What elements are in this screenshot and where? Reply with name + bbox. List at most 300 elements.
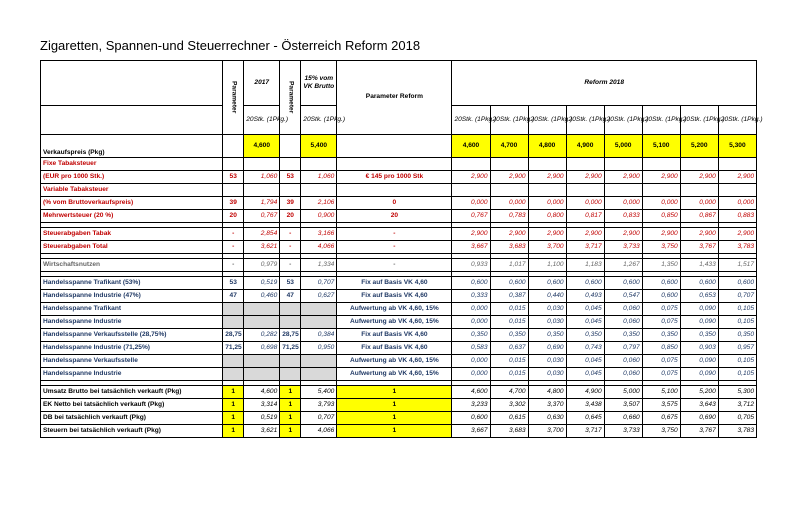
reform-value-cell: 0,105 <box>718 316 756 329</box>
reform-value-cell: 0,600 <box>452 277 490 290</box>
param-reform-cell: - <box>337 241 452 254</box>
pkg-unit-reform: 20Stk. (1Pkg.) <box>490 106 528 135</box>
reform-value-cell: 2,900 <box>566 171 604 184</box>
param-reform-cell: Aufwertung ab VK 4,60, 15% <box>337 303 452 316</box>
reform-value-cell: 0,060 <box>604 303 642 316</box>
row-label: Steuerabgaben Tabak <box>41 228 223 241</box>
reform-value-cell: 3,712 <box>718 399 756 412</box>
value-15pct-cell: 0,627 <box>301 290 337 303</box>
value-15pct-cell: 1,060 <box>301 171 337 184</box>
reform-value-cell: 0,350 <box>604 329 642 342</box>
reform-value-cell: 2,900 <box>642 171 680 184</box>
reform-value-cell: 0,600 <box>566 277 604 290</box>
reform-value-cell: 0,933 <box>452 259 490 272</box>
row-label: Handelsspanne Verkaufsstelle (28,75%) <box>41 329 223 342</box>
param-reform-cell <box>337 184 452 197</box>
param-reform-cell: Fix auf Basis VK 4,60 <box>337 329 452 342</box>
row-label: (% vom Bruttoverkaufspreis) <box>41 197 223 210</box>
reform-value-cell: 0,707 <box>718 290 756 303</box>
table-row <box>41 259 757 272</box>
reform-value-cell: 0,000 <box>642 197 680 210</box>
reform-value-cell: 4,700 <box>490 386 528 399</box>
reform-value-cell <box>528 158 566 171</box>
table-row <box>41 342 757 355</box>
reform-value-cell: 0,075 <box>642 316 680 329</box>
reform-value-cell: 0,030 <box>528 368 566 381</box>
reform-value-cell <box>718 158 756 171</box>
reform-value-cell: 0,090 <box>680 368 718 381</box>
reform-value-cell: 1,433 <box>680 259 718 272</box>
reform-value-cell: 3,783 <box>718 241 756 254</box>
param-2017-cell: 1 <box>223 399 244 412</box>
reform-value-cell: 0,333 <box>452 290 490 303</box>
reform-value-cell: 2,900 <box>452 228 490 241</box>
reform-value-cell: 3,783 <box>718 425 756 438</box>
reform-value-cell: 0,743 <box>566 342 604 355</box>
reform-value-cell: 5,300 <box>718 386 756 399</box>
row-label: Handelsspanne Industrie (71,25%) <box>41 342 223 355</box>
param-15pct-cell: 28,75 <box>280 329 301 342</box>
table-row <box>41 228 757 241</box>
pkg-unit-reform: 20Stk. (1Pkg.) <box>680 106 718 135</box>
row-label: Handelsspanne Trafikant (53%) <box>41 277 223 290</box>
reform-value-cell <box>490 184 528 197</box>
reform-value-cell: 0,060 <box>604 316 642 329</box>
table-row <box>41 290 757 303</box>
table-row <box>41 158 757 171</box>
value-15pct-cell <box>301 158 337 171</box>
param-reform-cell: Aufwertung ab VK 4,60, 15% <box>337 355 452 368</box>
reform-value-cell: 0,090 <box>680 303 718 316</box>
vk-reform-value: 4,700 <box>490 135 528 158</box>
reform-value-cell: 3,667 <box>452 425 490 438</box>
row-label: DB bei tatsächlich verkauft (Pkg) <box>41 412 223 425</box>
pkg-unit-reform: 20Stk. (1Pkg.) <box>528 106 566 135</box>
value-2017-cell: 0,698 <box>244 342 280 355</box>
reform-value-cell: 0,350 <box>566 329 604 342</box>
param-2017-cell <box>223 355 244 368</box>
value-15pct-cell: 4,066 <box>301 425 337 438</box>
row-label: Umsatz Brutto bei tatsächlich verkauft (Pkg) <box>41 386 223 399</box>
row-label: EK Netto bei tatsächlich verkauft (Pkg) <box>41 399 223 412</box>
reform-value-cell: 2,900 <box>718 171 756 184</box>
pkg-unit-reform: 20Stk. (1Pkg.) <box>642 106 680 135</box>
reform-value-cell: 1,183 <box>566 259 604 272</box>
row-label: Handelsspanne Verkaufsstelle <box>41 355 223 368</box>
reform-value-cell: 4,600 <box>452 386 490 399</box>
reform-value-cell: 0,883 <box>718 210 756 223</box>
table-row <box>41 425 757 438</box>
reform-value-cell <box>642 158 680 171</box>
param-reform-cell: 0 <box>337 197 452 210</box>
value-15pct-cell: 4,066 <box>301 241 337 254</box>
reform-value-cell: 2,900 <box>642 228 680 241</box>
year-2017-header: 2017 <box>244 61 280 106</box>
reform-value-cell: 0,705 <box>718 412 756 425</box>
table-row <box>41 316 757 329</box>
reform-value-cell: 1,350 <box>642 259 680 272</box>
reform-value-cell: 0,783 <box>490 210 528 223</box>
reform-value-cell: 0,105 <box>718 355 756 368</box>
param-15pct-cell <box>280 355 301 368</box>
reform-value-cell: 0,600 <box>642 290 680 303</box>
pkg-unit-15pct: 20Stk. (1Pkg.) <box>301 106 337 135</box>
param-2017-cell: - <box>223 241 244 254</box>
reform-value-cell: 0,045 <box>566 355 604 368</box>
reform-value-cell <box>604 158 642 171</box>
value-2017-cell <box>244 368 280 381</box>
reform-value-cell: 1,267 <box>604 259 642 272</box>
vk-param-blank <box>280 135 301 158</box>
row-label: Fixe Tabaksteuer <box>41 158 223 171</box>
value-2017-cell: 0,519 <box>244 412 280 425</box>
reform-value-cell: 0,817 <box>566 210 604 223</box>
reform-value-cell: 0,850 <box>642 210 680 223</box>
reform-value-cell: 0,015 <box>490 355 528 368</box>
vk-param-reform-blank <box>337 135 452 158</box>
reform-value-cell: 0,690 <box>680 412 718 425</box>
reform-value-cell: 0,060 <box>604 368 642 381</box>
param-2017-cell <box>223 184 244 197</box>
pkg-unit-2017: 20Stk. (1Pkg.) <box>244 106 280 135</box>
reform-value-cell: 2,900 <box>490 228 528 241</box>
reform-value-cell: 0,015 <box>490 303 528 316</box>
reform-value-cell: 3,233 <box>452 399 490 412</box>
table-row <box>41 277 757 290</box>
reform-value-cell: 3,438 <box>566 399 604 412</box>
vk-15pct-value: 5,400 <box>301 135 337 158</box>
reform-value-cell: 2,900 <box>604 171 642 184</box>
value-2017-cell: 2,854 <box>244 228 280 241</box>
param-reform-cell: 20 <box>337 210 452 223</box>
table-row <box>41 303 757 316</box>
param-15pct-cell <box>280 316 301 329</box>
reform-value-cell <box>490 158 528 171</box>
param-2017-cell <box>223 158 244 171</box>
reform-value-cell: 0,645 <box>566 412 604 425</box>
calculator-table <box>40 60 763 438</box>
value-15pct-cell: 2,106 <box>301 197 337 210</box>
reform-value-cell: 0,600 <box>490 277 528 290</box>
param-2017-cell: 20 <box>223 210 244 223</box>
reform-value-cell: 0,350 <box>642 329 680 342</box>
reform-value-cell: 0,547 <box>604 290 642 303</box>
value-15pct-cell: 0,707 <box>301 412 337 425</box>
value-2017-cell <box>244 184 280 197</box>
reform-value-cell <box>528 184 566 197</box>
param-15pct-cell: 53 <box>280 277 301 290</box>
reform-value-cell: 3,683 <box>490 425 528 438</box>
reform-value-cell: 0,833 <box>604 210 642 223</box>
param-reform-cell: Fix auf Basis VK 4,60 <box>337 342 452 355</box>
reform-value-cell: 2,900 <box>604 228 642 241</box>
reform-value-cell: 0,797 <box>604 342 642 355</box>
row-label: Mehrwertsteuer (20 %) <box>41 210 223 223</box>
param-2017-cell: 1 <box>223 425 244 438</box>
param-reform-cell: 1 <box>337 425 452 438</box>
table-row <box>41 241 757 254</box>
reform-value-cell: 0,075 <box>642 355 680 368</box>
vk-reform-value: 4,900 <box>566 135 604 158</box>
reform-value-cell: 0,000 <box>452 368 490 381</box>
param-15pct-cell: 53 <box>280 171 301 184</box>
reform-value-cell: 0,350 <box>680 329 718 342</box>
reform-value-cell: 0,600 <box>718 277 756 290</box>
reform-value-cell: 0,690 <box>528 342 566 355</box>
reform-value-cell: 0,105 <box>718 368 756 381</box>
vk-2017-value: 4,600 <box>244 135 280 158</box>
reform-value-cell <box>680 158 718 171</box>
param-15pct-cell: 39 <box>280 197 301 210</box>
pkg-unit-reform: 20Stk. (1Pkg.) <box>718 106 756 135</box>
param-2017-cell: 47 <box>223 290 244 303</box>
table-row <box>41 368 757 381</box>
reform-value-cell <box>642 184 680 197</box>
reform-value-cell <box>680 184 718 197</box>
pkg-unit-reform: 20Stk. (1Pkg.) <box>604 106 642 135</box>
value-2017-cell: 1,060 <box>244 171 280 184</box>
reform-value-cell: 0,350 <box>718 329 756 342</box>
reform-value-cell: 3,733 <box>604 241 642 254</box>
table-row <box>41 355 757 368</box>
reform-value-cell: 3,700 <box>528 425 566 438</box>
reform-value-cell: 3,750 <box>642 241 680 254</box>
reform-value-cell: 3,643 <box>680 399 718 412</box>
pkg-unit-reform: 20Stk. (1Pkg.) <box>452 106 490 135</box>
table-row <box>41 329 757 342</box>
reform-value-cell: 0,583 <box>452 342 490 355</box>
value-2017-cell: 3,621 <box>244 241 280 254</box>
value-2017-cell: 0,519 <box>244 277 280 290</box>
value-15pct-cell <box>301 316 337 329</box>
reform-value-cell: 0,350 <box>528 329 566 342</box>
value-15pct-cell <box>301 184 337 197</box>
reform-value-cell: 2,900 <box>528 171 566 184</box>
pkg-unit-reform: 20Stk. (1Pkg.) <box>566 106 604 135</box>
param-15pct-cell <box>280 158 301 171</box>
reform-value-cell: 0,030 <box>528 316 566 329</box>
param-15pct-cell: 1 <box>280 386 301 399</box>
value-2017-cell: 3,621 <box>244 425 280 438</box>
reform-value-cell: 0,440 <box>528 290 566 303</box>
reform-value-cell: 0,615 <box>490 412 528 425</box>
value-2017-cell: 0,979 <box>244 259 280 272</box>
value-2017-cell: 0,282 <box>244 329 280 342</box>
header-blank <box>41 61 223 106</box>
reform-value-cell: 2,900 <box>566 228 604 241</box>
value-15pct-cell: 3,793 <box>301 399 337 412</box>
reform-value-cell <box>604 184 642 197</box>
row-label: (EUR pro 1000 Stk.) <box>41 171 223 184</box>
reform-value-cell: 5,200 <box>680 386 718 399</box>
param-reform-cell: € 145 pro 1000 Stk <box>337 171 452 184</box>
reform-value-cell: 0,000 <box>528 197 566 210</box>
parameter-2017-header: Parameter <box>223 61 244 135</box>
reform-value-cell: 0,000 <box>604 197 642 210</box>
table-row <box>41 386 757 399</box>
param-15pct-cell: 1 <box>280 425 301 438</box>
reform-value-cell: 0,000 <box>452 355 490 368</box>
reform-value-cell <box>452 158 490 171</box>
parameter-15pct-header: Parameter <box>280 61 301 135</box>
reform-value-cell: 0,350 <box>452 329 490 342</box>
vk-reform-value: 5,300 <box>718 135 756 158</box>
table-row <box>41 399 757 412</box>
reform-value-cell: 0,600 <box>642 277 680 290</box>
reform-value-cell: 0,015 <box>490 316 528 329</box>
reform-value-cell: 0,600 <box>604 277 642 290</box>
vk-reform-value: 5,000 <box>604 135 642 158</box>
reform-value-cell: 0,045 <box>566 303 604 316</box>
reform-value-cell: 2,900 <box>490 171 528 184</box>
reform-value-cell: 0,000 <box>452 303 490 316</box>
value-2017-cell <box>244 158 280 171</box>
value-2017-cell: 0,460 <box>244 290 280 303</box>
reform-value-cell: 0,030 <box>528 303 566 316</box>
reform-value-cell: 0,600 <box>452 412 490 425</box>
param-reform-cell: Fix auf Basis VK 4,60 <box>337 277 452 290</box>
value-15pct-cell <box>301 368 337 381</box>
reform-value-cell: 1,100 <box>528 259 566 272</box>
param-2017-cell: - <box>223 228 244 241</box>
value-2017-cell <box>244 316 280 329</box>
reform-value-cell: 3,683 <box>490 241 528 254</box>
reform-value-cell: 3,717 <box>566 425 604 438</box>
vk-param-blank <box>223 135 244 158</box>
reform-value-cell: 0,060 <box>604 355 642 368</box>
reform-value-cell: 0,800 <box>528 210 566 223</box>
param-reform-cell: 1 <box>337 412 452 425</box>
row-label: Steuern bei tatsächlich verkauft (Pkg) <box>41 425 223 438</box>
reform-value-cell: 3,370 <box>528 399 566 412</box>
reform-value-cell: 0,660 <box>604 412 642 425</box>
reform-value-cell: 0,957 <box>718 342 756 355</box>
value-15pct-cell: 0,384 <box>301 329 337 342</box>
row-label: Wirtschaftsnutzen <box>41 259 223 272</box>
value-15pct-cell: 1,334 <box>301 259 337 272</box>
reform-value-cell: 0,000 <box>452 316 490 329</box>
reform-value-cell: 0,675 <box>642 412 680 425</box>
param-2017-cell: 1 <box>223 412 244 425</box>
reform-value-cell: 0,903 <box>680 342 718 355</box>
value-2017-cell: 4,600 <box>244 386 280 399</box>
value-2017-cell <box>244 355 280 368</box>
reform-value-cell: 2,900 <box>452 171 490 184</box>
param-15pct-cell: - <box>280 241 301 254</box>
reform-value-cell: 0,000 <box>452 197 490 210</box>
reform-2018-title: Reform 2018 <box>452 61 757 106</box>
param-reform-cell: 1 <box>337 386 452 399</box>
param-15pct-cell: 1 <box>280 399 301 412</box>
param-reform-cell: Fix auf Basis VK 4,60 <box>337 290 452 303</box>
table-row <box>41 197 757 210</box>
reform-value-cell: 0,105 <box>718 303 756 316</box>
reform-value-cell <box>566 184 604 197</box>
reform-value-cell: 3,507 <box>604 399 642 412</box>
param-2017-cell: 39 <box>223 197 244 210</box>
value-15pct-cell: 0,950 <box>301 342 337 355</box>
reform-value-cell: 0,045 <box>566 316 604 329</box>
param-15pct-cell <box>280 368 301 381</box>
table-row <box>41 184 757 197</box>
reform-value-cell: 1,517 <box>718 259 756 272</box>
verkaufspreis-label: Verkaufspreis (Pkg) <box>41 135 223 158</box>
value-2017-cell: 1,794 <box>244 197 280 210</box>
row-label: Variable Tabaksteuer <box>41 184 223 197</box>
reform-value-cell: 0,075 <box>642 303 680 316</box>
reform-value-cell: 0,630 <box>528 412 566 425</box>
param-reform-cell: - <box>337 228 452 241</box>
param-2017-cell: 71,25 <box>223 342 244 355</box>
reform-value-cell: 3,302 <box>490 399 528 412</box>
reform-value-cell: 2,900 <box>680 171 718 184</box>
reform-value-cell: 0,350 <box>490 329 528 342</box>
reform-value-cell: 0,045 <box>566 368 604 381</box>
reform-value-cell: 5,100 <box>642 386 680 399</box>
param-15pct-cell: - <box>280 259 301 272</box>
param-reform-cell <box>337 158 452 171</box>
row-label: Handelsspanne Industrie (47%) <box>41 290 223 303</box>
row-label: Handelsspanne Industrie <box>41 316 223 329</box>
reform-value-cell: 0,767 <box>452 210 490 223</box>
reform-value-cell: 3,767 <box>680 241 718 254</box>
value-2017-cell <box>244 303 280 316</box>
value-15pct-cell: 0,900 <box>301 210 337 223</box>
param-15pct-cell: 1 <box>280 412 301 425</box>
reform-value-cell <box>566 158 604 171</box>
reform-value-cell: 0,000 <box>718 197 756 210</box>
param-2017-cell: 53 <box>223 277 244 290</box>
param-reform-cell: 1 <box>337 399 452 412</box>
pct-vk-header: 15% vom VK Brutto <box>301 61 337 106</box>
reform-value-cell: 3,767 <box>680 425 718 438</box>
value-15pct-cell: 0,707 <box>301 277 337 290</box>
param-2017-cell <box>223 316 244 329</box>
row-label: Handelsspanne Industrie <box>41 368 223 381</box>
param-15pct-cell <box>280 303 301 316</box>
reform-value-cell: 0,030 <box>528 355 566 368</box>
value-15pct-cell <box>301 303 337 316</box>
reform-value-cell: 0,000 <box>566 197 604 210</box>
param-reform-cell: Aufwertung ab VK 4,60, 15% <box>337 368 452 381</box>
reform-value-cell: 2,900 <box>718 228 756 241</box>
reform-value-cell: 4,800 <box>528 386 566 399</box>
vk-reform-value: 5,200 <box>680 135 718 158</box>
reform-value-cell: 0,600 <box>528 277 566 290</box>
reform-value-cell: 0,090 <box>680 355 718 368</box>
reform-value-cell: 3,575 <box>642 399 680 412</box>
param-15pct-cell <box>280 184 301 197</box>
row-label: Steuerabgaben Total <box>41 241 223 254</box>
reform-value-cell: 0,090 <box>680 316 718 329</box>
reform-value-cell: 0,653 <box>680 290 718 303</box>
row-label: Handelsspanne Trafikant <box>41 303 223 316</box>
param-reform-cell: Aufwertung ab VK 4,60, 15% <box>337 316 452 329</box>
reform-value-cell: 3,717 <box>566 241 604 254</box>
reform-value-cell: 0,600 <box>680 277 718 290</box>
vk-reform-value: 4,800 <box>528 135 566 158</box>
reform-value-cell: 5,000 <box>604 386 642 399</box>
param-2017-cell: 53 <box>223 171 244 184</box>
reform-value-cell: 2,900 <box>680 228 718 241</box>
value-15pct-cell <box>301 355 337 368</box>
reform-value-cell <box>452 184 490 197</box>
param-15pct-cell: - <box>280 228 301 241</box>
reform-value-cell: 0,493 <box>566 290 604 303</box>
reform-value-cell: 2,900 <box>528 228 566 241</box>
reform-value-cell: 0,015 <box>490 368 528 381</box>
reform-value-cell: 0,000 <box>680 197 718 210</box>
